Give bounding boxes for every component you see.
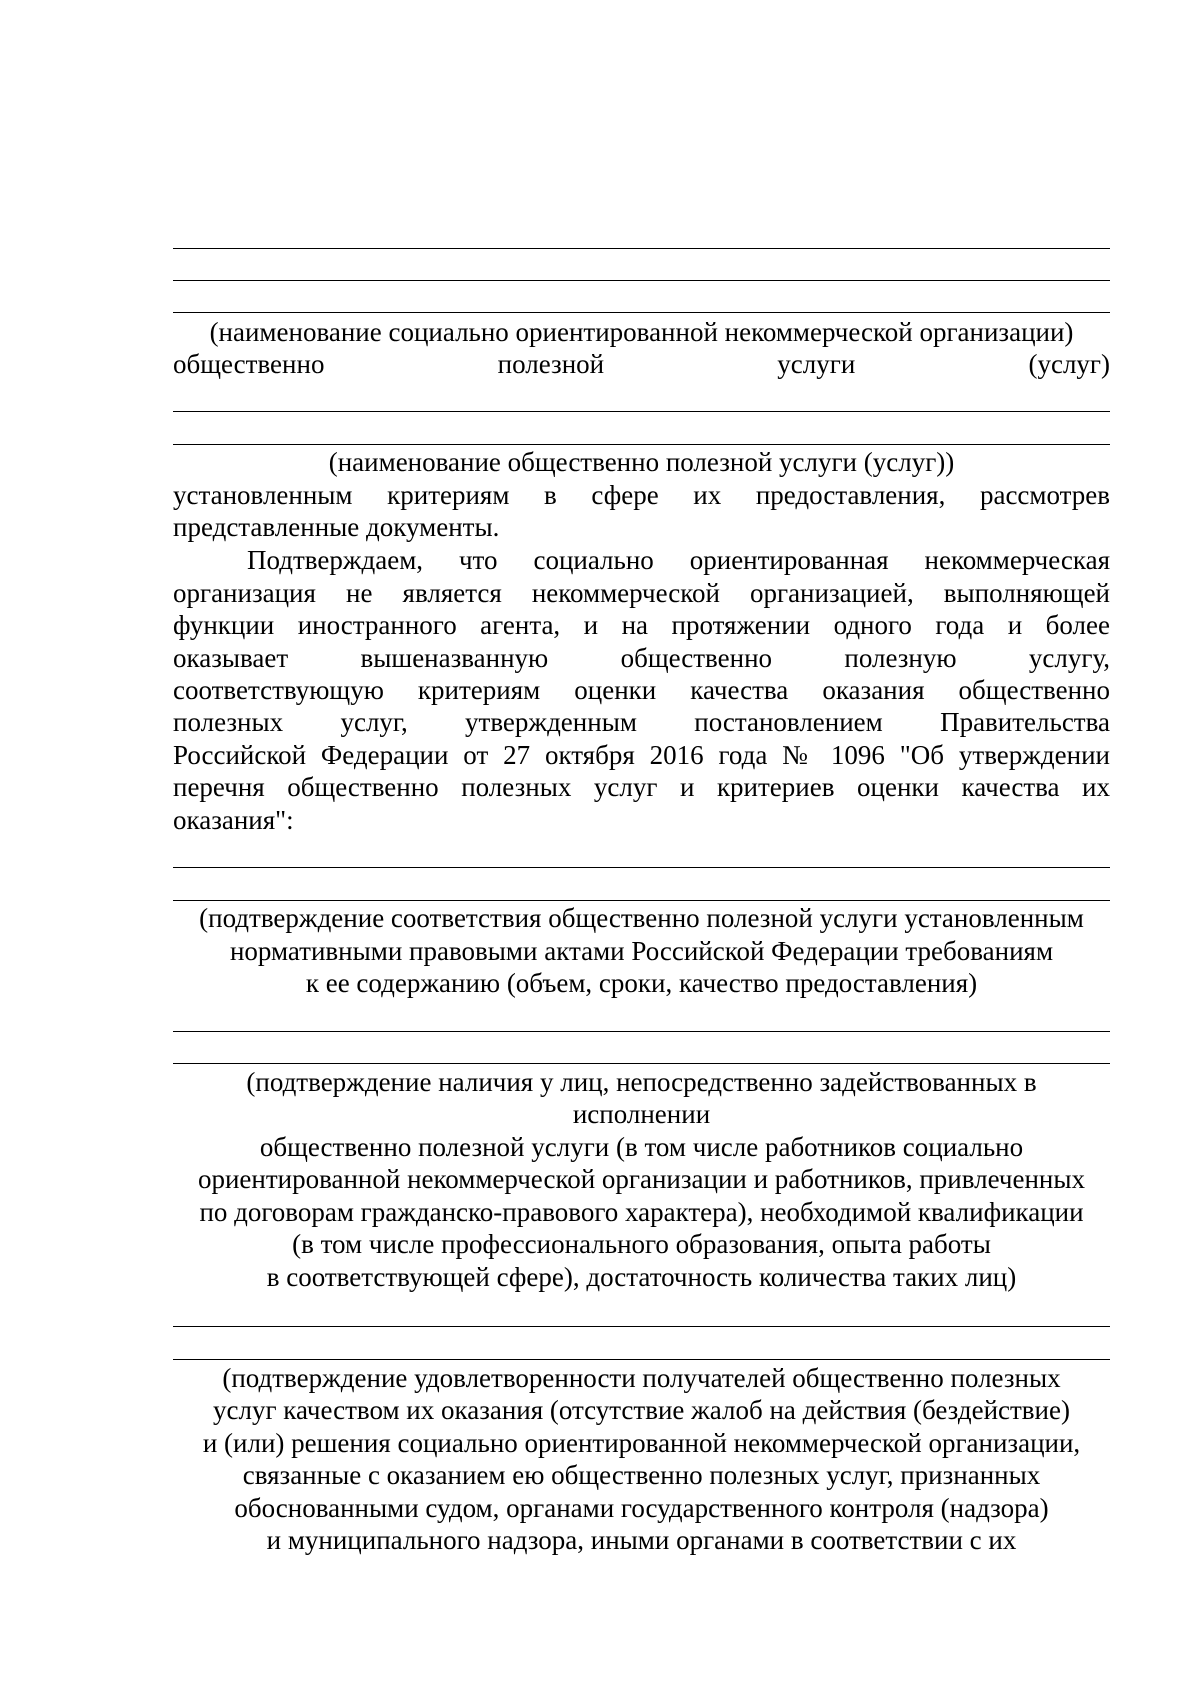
fill-line-compliance-2 [173, 900, 1110, 901]
satisfaction-caption-line: обоснованными судом, органами государственного контроля (надзора) [234, 1493, 1049, 1523]
qualification-caption-line: (в том числе профессионального образования, опыта работы [292, 1229, 991, 1259]
paragraph-line: оказывает вышеназванную общественно полезную услугу, [173, 643, 1110, 673]
criteria-text-line: установленным критериям в сфере их предоставления, рассмотрев [173, 480, 1110, 510]
fill-line-service-1 [173, 411, 1110, 412]
fill-line-satisfaction-1 [173, 1326, 1110, 1327]
satisfaction-caption-line: (подтверждение удовлетворенности получателей общественно полезных [222, 1363, 1061, 1393]
fill-line-org-3 [173, 312, 1110, 313]
satisfaction-caption-line: связанные с оказанием ею общественно полезных услуг, признанных [242, 1460, 1041, 1490]
paragraph-line: полезных услуг, утвержденным постановлением Правительства [173, 707, 1110, 737]
qualification-caption-line: ориентированной некоммерческой организации и работников, привлеченных [197, 1164, 1086, 1194]
qualification-caption-line: исполнении [572, 1099, 711, 1129]
qualification-caption-line: общественно полезной услуги (в том числе работников социально [259, 1132, 1024, 1162]
paragraph-line: соответствующую критериям оценки качества оказания общественно [173, 675, 1110, 705]
paragraph-line: Российской Федерации от 27 октября 2016 года № 1096 "Об утверждении [173, 740, 1110, 770]
qualification-caption-line: в соответствующей сфере), достаточность количества таких лиц) [266, 1262, 1017, 1292]
paragraph-line: функции иностранного агента, и на протяжении одного года и более [173, 610, 1110, 640]
fill-line-org-1 [173, 248, 1110, 249]
fill-line-org-2 [173, 280, 1110, 281]
service-line: общественно полезной услуги (услуг) [173, 349, 1110, 379]
paragraph-line: организация не является некоммерческой организацией, выполняющей [173, 578, 1110, 608]
fill-line-service-2 [173, 444, 1110, 445]
compliance-caption-line: (подтверждение соответствия общественно полезной услуги установленным [199, 903, 1084, 933]
org-name-caption: (наименование социально ориентированной некоммерческой организации) [209, 317, 1074, 347]
satisfaction-caption-line: и муниципального надзора, иными органами в соответствии с их [266, 1525, 1017, 1555]
compliance-caption-line: нормативными правовыми актами Российской Федерации требованиям [229, 936, 1054, 966]
satisfaction-caption-line: услуг качеством их оказания (отсутствие жалоб на действия (бездействие) [213, 1395, 1070, 1425]
criteria-text-line: представленные документы. [173, 512, 500, 542]
fill-line-qualification-1 [173, 1031, 1110, 1032]
fill-line-compliance-1 [173, 867, 1110, 868]
paragraph-line: перечня общественно полезных услуг и критериев оценки качества их [173, 772, 1110, 802]
qualification-caption-line: по договорам гражданско-правового характера), необходимой квалификации [199, 1197, 1084, 1227]
service-name-caption: (наименование общественно полезной услуги (услуг)) [328, 447, 955, 477]
fill-line-satisfaction-2 [173, 1359, 1110, 1360]
paragraph-line: Подтверждаем, что социально ориентированная некоммерческая [247, 545, 1110, 575]
qualification-caption-line: (подтверждение наличия у лиц, непосредственно задействованных в [246, 1067, 1037, 1097]
fill-line-qualification-2 [173, 1063, 1110, 1064]
compliance-caption-line: к ее содержанию (объем, сроки, качество предоставления) [305, 968, 978, 998]
satisfaction-caption-line: и (или) решения социально ориентированной некоммерческой организации, [202, 1428, 1081, 1458]
paragraph-line: оказания": [173, 805, 294, 835]
